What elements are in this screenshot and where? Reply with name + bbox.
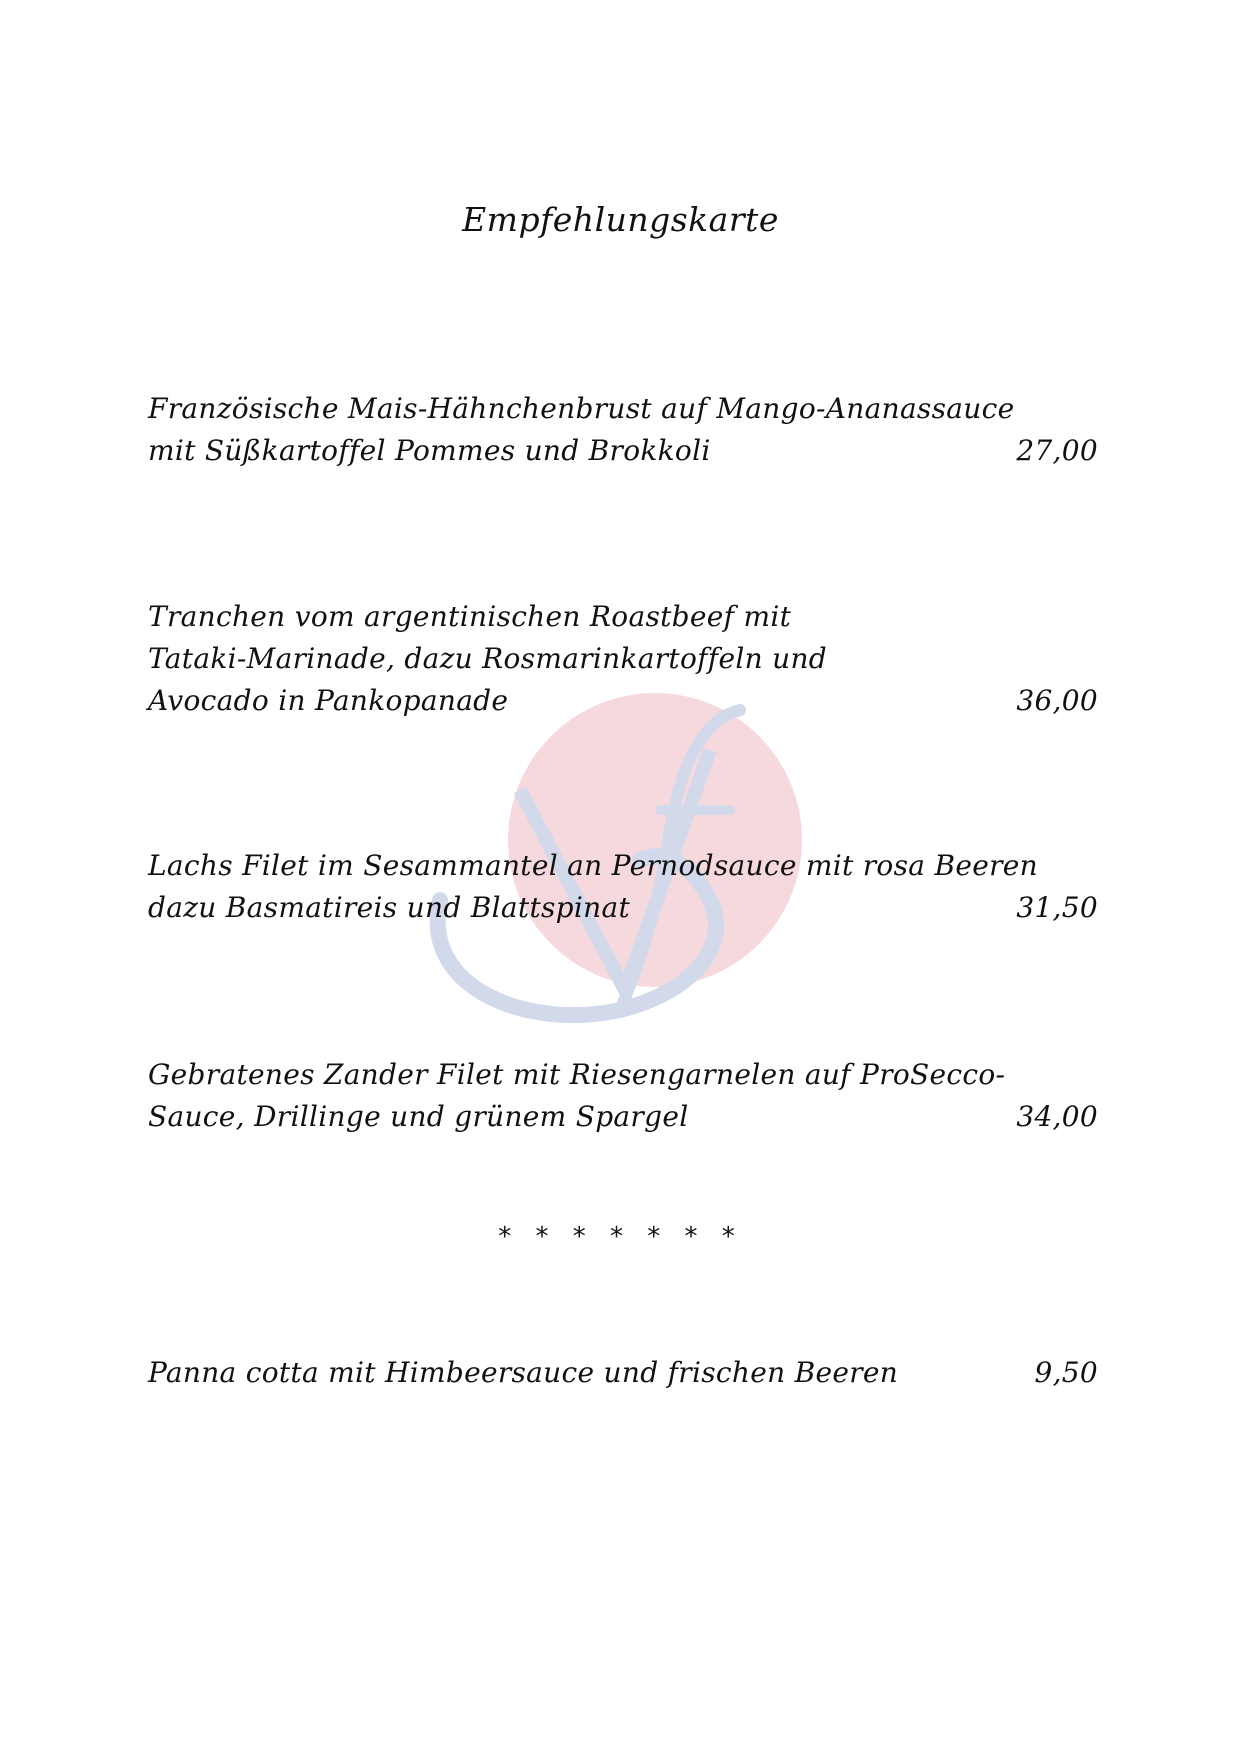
page-title: Empfehlungskarte	[462, 200, 779, 239]
menu-item-text: Gebratenes Zander Filet mit Riesengarnelen auf ProSecco-	[148, 1058, 1006, 1091]
menu-item-text: Tranchen vom argentinischen Roastbeef mit	[148, 600, 792, 633]
menu-item-price: 36,00	[1016, 684, 1098, 717]
menu-item	[148, 1054, 1098, 1138]
menu-item-text: Lachs Filet im Sesammantel an Pernodsauce mit rosa Beeren	[148, 849, 1038, 882]
menu-item-text: mit Süßkartoffel Pommes und Brokkoli	[148, 434, 711, 467]
menu-item-price: 34,00	[1016, 1100, 1098, 1133]
menu-item-text: Panna cotta mit Himbeersauce und frischen Beeren	[148, 1356, 899, 1389]
menu-item	[148, 845, 1098, 929]
menu-item	[148, 596, 1098, 722]
menu-item-text: dazu Basmatireis und Blattspinat	[148, 891, 631, 924]
menu-item-price: 9,50	[1034, 1356, 1098, 1389]
menu-item	[148, 388, 1098, 472]
menu-item-text: Sauce, Drillinge und grünem Spargel	[148, 1100, 689, 1133]
menu-item-text: Französische Mais-Hähnchenbrust auf Mango-Ananassauce	[148, 392, 1015, 425]
dessert-item	[148, 1352, 1098, 1394]
menu-item-text: Tataki-Marinade, dazu Rosmarinkartoffeln und	[148, 642, 828, 675]
menu-item-price: 27,00	[1016, 434, 1098, 467]
menu-item-text: Avocado in Pankopanade	[148, 684, 509, 717]
menu-item-price: 31,50	[1016, 891, 1098, 924]
section-separator: * * * * * * *	[498, 1222, 743, 1252]
